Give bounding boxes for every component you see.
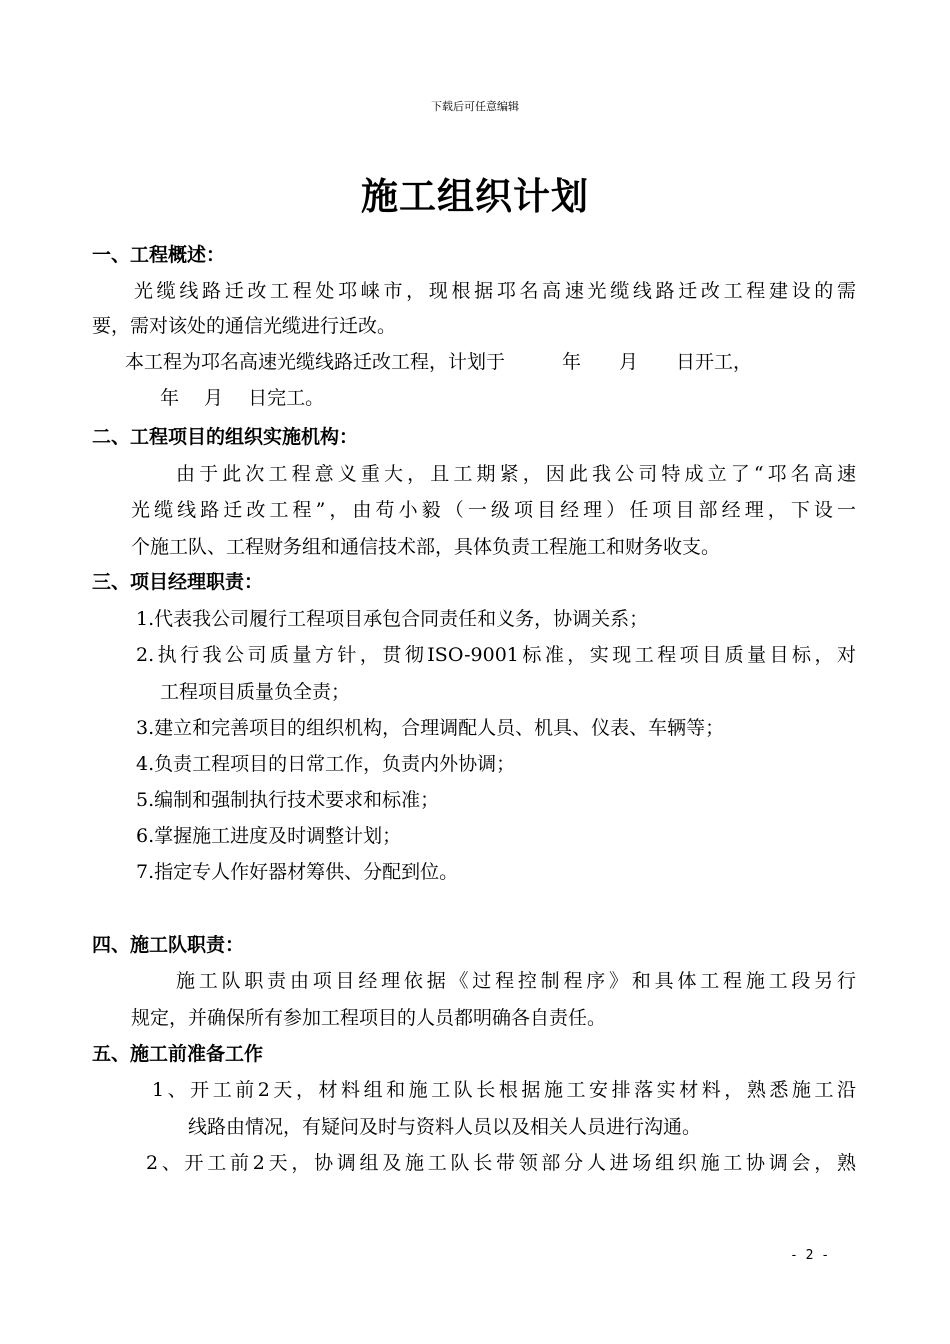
section-5-line-1: 1、开工前2天，材料组和施工队长根据施工安排落实材料，熟悉施工沿 <box>152 1079 856 1101</box>
section-5-line-2: 线路由情况，有疑问及时与资料人员以及相关人员进行沟通。 <box>188 1116 702 1138</box>
section-1-paragraph-1-line-2: 要，需对该处的通信光缆进行迁改。 <box>92 315 397 337</box>
section-3-heading: 三、项目经理职责： <box>92 571 264 593</box>
section-3-item-5: 5.编制和强制执行技术要求和标准； <box>136 789 440 811</box>
section-4-line-2: 规定，并确保所有参加工程项目的人员都明确各自责任。 <box>131 1007 607 1029</box>
section-2-line-2: 光缆线路迁改工程”，由苟小毅（一级项目经理）任项目部经理，下设一 <box>131 499 856 521</box>
section-3-item-7: 7.指定专人作好器材筹供、分配到位。 <box>136 861 459 883</box>
page-number: - 2 - <box>790 1248 830 1263</box>
section-5-line-3: 2、开工前2天，协调组及施工队长带领部分人进场组织施工协调会，熟 <box>146 1152 856 1174</box>
section-3-item-2: 2.执行我公司质量方针，贯彻ISO-9001标准，实现工程项目质量目标，对 <box>136 644 856 666</box>
header-note: 下载后可任意编辑 <box>431 100 519 113</box>
section-5-heading: 五、施工前准备工作 <box>92 1043 264 1065</box>
section-1-heading: 一、工程概述： <box>92 244 226 266</box>
section-4-line-1: 施工队职责由项目经理依据《过程控制程序》和具体工程施工段另行 <box>176 970 856 992</box>
section-3-item-6: 6.掌握施工进度及时调整计划； <box>136 825 402 847</box>
section-4-heading: 四、施工队职责： <box>92 934 245 956</box>
section-3-item-2-continued: 工程项目质量负全责； <box>160 681 351 703</box>
section-1-paragraph-1-line-1: 光缆线路迁改工程处邛崃市，现根据邛名高速光缆线路迁改工程建设的需 <box>134 280 856 302</box>
section-2-heading: 二、工程项目的组织实施机构： <box>92 426 359 448</box>
section-3-item-3: 3.建立和完善项目的组织机构，合理调配人员、机具、仪表、车辆等； <box>136 717 725 739</box>
section-1-paragraph-2-line-1: 本工程为邛名高速光缆线路迁改工程，计划于 年 月 日开工， <box>125 351 753 373</box>
section-3-item-1: 1.代表我公司履行工程项目承包合同责任和义务，协调关系； <box>136 608 649 630</box>
section-1-paragraph-2-line-2: 年 月 日完工。 <box>160 387 325 409</box>
section-3-item-4: 4.负责工程项目的日常工作，负责内外协调； <box>136 753 516 775</box>
page-title: 施工组织计划 <box>361 175 589 218</box>
section-2-line-3: 个施工队、工程财务组和通信技术部，具体负责工程施工和财务收支。 <box>131 536 721 558</box>
section-2-line-1: 由于此次工程意义重大，且工期紧，因此我公司特成立了“邛名高速 <box>176 463 856 485</box>
